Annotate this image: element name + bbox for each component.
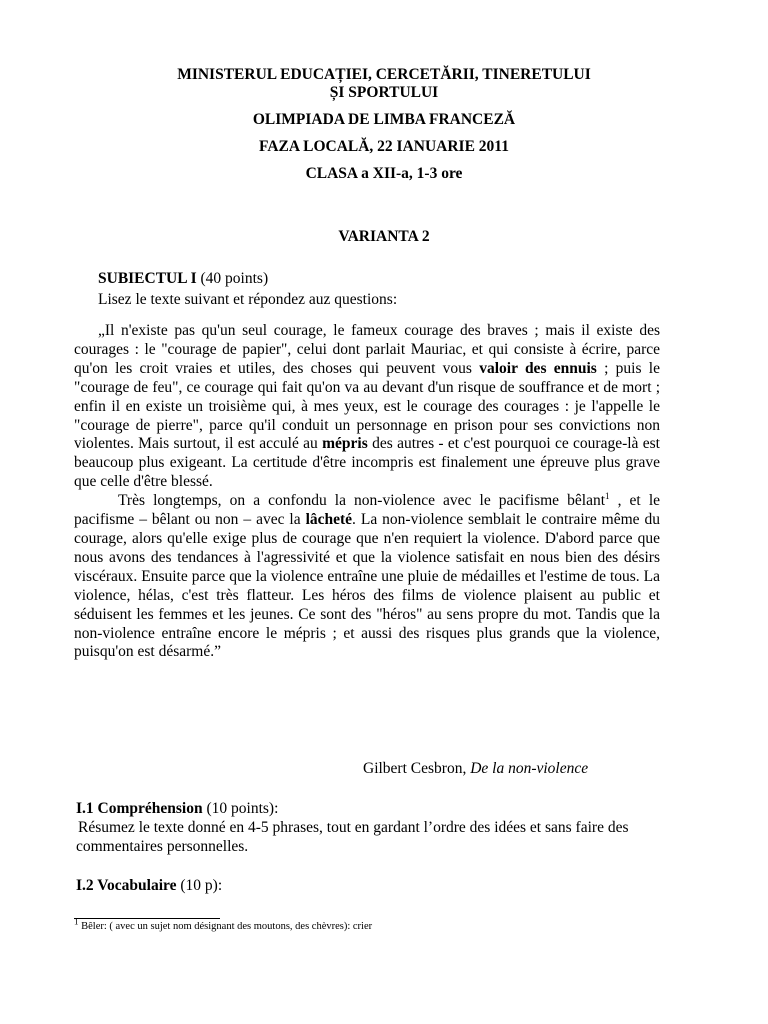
p1-text-d: des autres - et c'est pourquoi ce courage-là est beaucoup plus exigeant. La certitude d'être incompris est finalement une épreuve plus grave que celle d'être blessé. — [74, 435, 660, 491]
class-title: CLASA a XII-a, 1-3 ore — [305, 165, 463, 182]
q2-title: I.2 Vocabulaire — [76, 877, 177, 894]
q1-points: (10 points): — [206, 800, 279, 817]
subject-heading — [98, 270, 268, 288]
subject-title: SUBIECTUL I — [98, 270, 197, 287]
p2-bold-1: lâcheté — [305, 511, 353, 529]
p1-bold-1: valoir des ennuis — [479, 359, 597, 377]
signature-work: De la non-violence — [470, 760, 589, 777]
footnote-divider — [74, 918, 220, 919]
signature-author: Gilbert Cesbron, — [363, 760, 467, 777]
document-header — [0, 66, 768, 183]
footnote-mark: 1 — [74, 916, 79, 927]
q2-points: (10 p): — [180, 877, 223, 894]
olympiad-title: OLIMPIADA DE LIMBA FRANCEZĂ — [252, 111, 516, 128]
footnote — [74, 916, 373, 932]
q1-text: Résumez le texte donné en 4-5 phrases, tout en gardant l’ordre des idées et sans faire des commentaires personnelles. — [76, 819, 629, 855]
ministry-title: MINISTERUL EDUCAȚIEI, CERCETĂRII, TINERETULUI ȘI SPORTULUI — [177, 66, 591, 101]
passage-paragraph-2 — [74, 492, 660, 662]
variant-title: VARIANTA 2 — [338, 228, 430, 245]
signature — [363, 760, 588, 778]
phase-title: FAZA LOCALĂ, 22 IANUARIE 2011 — [259, 138, 509, 155]
question-1 — [76, 799, 676, 856]
p1-text-a: „Il n'existe pas qu'un seul courage, le fameux courage des braves ; mais il existe des courages : le "courage de papier", celui dont parlait Mauriac, et qui consiste à écrire, parce qu'on les croit vraies et utiles, des choses qui peuvent vous — [74, 322, 660, 377]
p1-bold-2: mépris — [322, 435, 368, 453]
passage-text — [74, 322, 660, 662]
footnote-text: Bêler: ( avec un sujet nom désignant des moutons, des chèvres): crier — [78, 921, 373, 932]
p2-text-b: , et le pacifisme – bêlant ou non – avec la — [74, 492, 661, 529]
subject-points: (40 points) — [200, 270, 269, 287]
q1-title: I.1 Compréhension — [76, 800, 203, 817]
footnote-ref: 1 — [605, 491, 610, 501]
p2-text-c: . La non-violence semblait le contraire même du courage, alors qu'elle exige plus de courage que n'en requiert la violence. D'abord parce que nous avons des tendances à l'agressivité et que la violence satisfait en nous bien des désirs viscéraux. Ensuite parce que la violence entraîne une pluie de médailles et l'estime de tous. La violence, hélas, c'est très flatteur. Les héros des films de violence plaisent au public et séduisent les femmes et les jeunes. Ce sont des "héros" au sens propre du mot. Tandis que la non-violence entraîne encore le mépris ; et aussi des risques plus grands que la violence, puisqu'on est désarmé.” — [74, 511, 660, 661]
subject-instruction: Lisez le texte suivant et répondez auz questions: — [98, 291, 398, 308]
passage-paragraph-1 — [74, 322, 660, 492]
p2-text-a: Très longtemps, on a confondu la non-violence avec le pacifisme bêlant — [118, 492, 606, 510]
p1-text-c: ; puis le "courage de feu", ce courage qui fait qu'on va au devant d'un risque de souffrance et de mort ; enfin il en existe un troisième qui, à mes yeux, est le courage des courages : je l'appelle le "courage de pierre", parce qu'il conduit un personnage en prison pour ses convictions non violentes. Mais surtout, il est acculé au — [74, 359, 660, 453]
question-2 — [76, 877, 222, 895]
